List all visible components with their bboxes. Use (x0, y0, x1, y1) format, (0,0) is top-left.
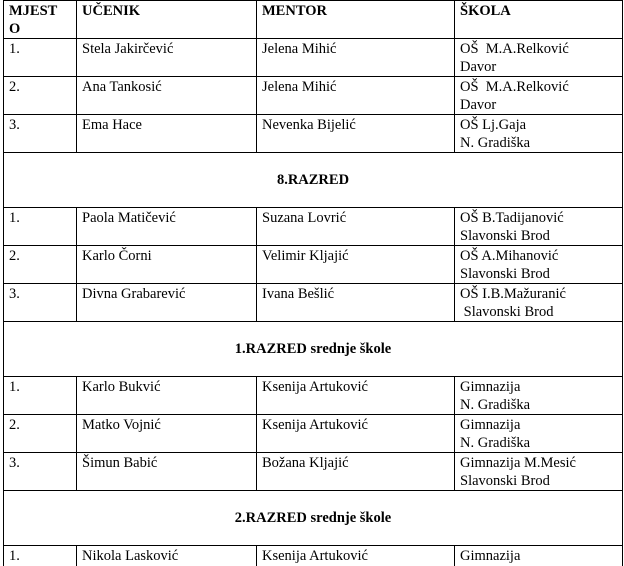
place-cell: 1. (4, 546, 77, 566)
school-cell (455, 377, 623, 415)
student-cell: Stela Jakirčević (77, 39, 257, 77)
header-row (4, 1, 623, 39)
table-row (4, 208, 623, 246)
school-cell (455, 284, 623, 322)
header-skola: ŠKOLA (455, 1, 623, 39)
place-cell: 2. (4, 415, 77, 453)
student-cell: Karlo Bukvić (77, 377, 257, 415)
mentor-cell: Ivana Bešlić (257, 284, 455, 322)
section-title: 1.RAZRED srednje škole (4, 322, 623, 377)
mentor-cell: Jelena Mihić (257, 77, 455, 115)
school-name-line: OŠ Lj.Gaja (460, 117, 527, 133)
student-cell: Divna Grabarević (77, 284, 257, 322)
section-title: 2.RAZRED srednje škole (4, 491, 623, 546)
student-cell: Ema Hace (77, 115, 257, 153)
school-cell (455, 453, 623, 491)
place-cell: 3. (4, 284, 77, 322)
school-name-line: OŠ A.Mihanović (460, 248, 559, 264)
school-location-line: Davor (460, 59, 497, 75)
place-cell: 1. (4, 208, 77, 246)
mentor-cell: Ksenija Artuković (257, 415, 455, 453)
school-location-line: Slavonski Brod (460, 266, 550, 282)
header-mjesto-line1: MJEST (9, 3, 58, 19)
school-name-line: Gimnazija M.Mesić (460, 455, 576, 471)
place-cell: 1. (4, 39, 77, 77)
mentor-cell: Nevenka Bijelić (257, 115, 455, 153)
school-cell (455, 246, 623, 284)
school-location-line: N. Gradiška (460, 435, 531, 451)
table-row (4, 246, 623, 284)
mentor-cell: Jelena Mihić (257, 39, 455, 77)
header-mjesto (4, 1, 77, 39)
school-location-line: Davor (460, 97, 497, 113)
school-cell (455, 546, 623, 566)
section-title: 8.RAZRED (4, 153, 623, 208)
student-cell: Karlo Čorni (77, 246, 257, 284)
school-name-line: OŠ M.A.Relković (460, 79, 569, 95)
student-cell: Nikola Lasković (77, 546, 257, 566)
school-location-line: Slavonski Brod (460, 304, 554, 320)
school-name-line: OŠ M.A.Relković (460, 41, 569, 57)
mentor-cell: Božana Kljajić (257, 453, 455, 491)
place-cell: 3. (4, 115, 77, 153)
header-ucenik: UČENIK (77, 1, 257, 39)
place-cell: 3. (4, 453, 77, 491)
table-row (4, 39, 623, 77)
school-cell (455, 415, 623, 453)
section-row (4, 322, 623, 377)
table-row (4, 546, 623, 566)
table-row (4, 115, 623, 153)
table-body (4, 39, 623, 566)
section-row (4, 153, 623, 208)
student-cell: Paola Matičević (77, 208, 257, 246)
mentor-cell: Velimir Kljajić (257, 246, 455, 284)
school-location-line: N. Gradiška (460, 397, 531, 413)
results-table (3, 0, 623, 566)
table-row (4, 377, 623, 415)
school-location-line: Slavonski Brod (460, 228, 550, 244)
header-mentor: MENTOR (257, 1, 455, 39)
school-location-line: N. Gradiška (460, 135, 531, 151)
school-cell (455, 77, 623, 115)
place-cell: 2. (4, 77, 77, 115)
mentor-cell: Ksenija Artuković (257, 377, 455, 415)
header-mjesto-line2: O (9, 21, 21, 37)
school-name-line: Gimnazija (460, 548, 521, 564)
student-cell: Matko Vojnić (77, 415, 257, 453)
place-cell: 1. (4, 377, 77, 415)
school-name-line: Gimnazija (460, 417, 521, 433)
school-cell (455, 208, 623, 246)
table-row (4, 284, 623, 322)
section-row (4, 491, 623, 546)
mentor-cell: Ksenija Artuković (257, 546, 455, 566)
school-name-line: OŠ B.Tadijanović (460, 210, 564, 226)
table-row (4, 77, 623, 115)
school-name-line: Gimnazija (460, 379, 521, 395)
table-row (4, 415, 623, 453)
school-cell (455, 39, 623, 77)
mentor-cell: Suzana Lovrić (257, 208, 455, 246)
table-row (4, 453, 623, 491)
school-cell (455, 115, 623, 153)
place-cell: 2. (4, 246, 77, 284)
school-location-line: Slavonski Brod (460, 473, 550, 489)
student-cell: Ana Tankosić (77, 77, 257, 115)
student-cell: Šimun Babić (77, 453, 257, 491)
school-name-line: OŠ I.B.Mažuranić (460, 286, 566, 302)
